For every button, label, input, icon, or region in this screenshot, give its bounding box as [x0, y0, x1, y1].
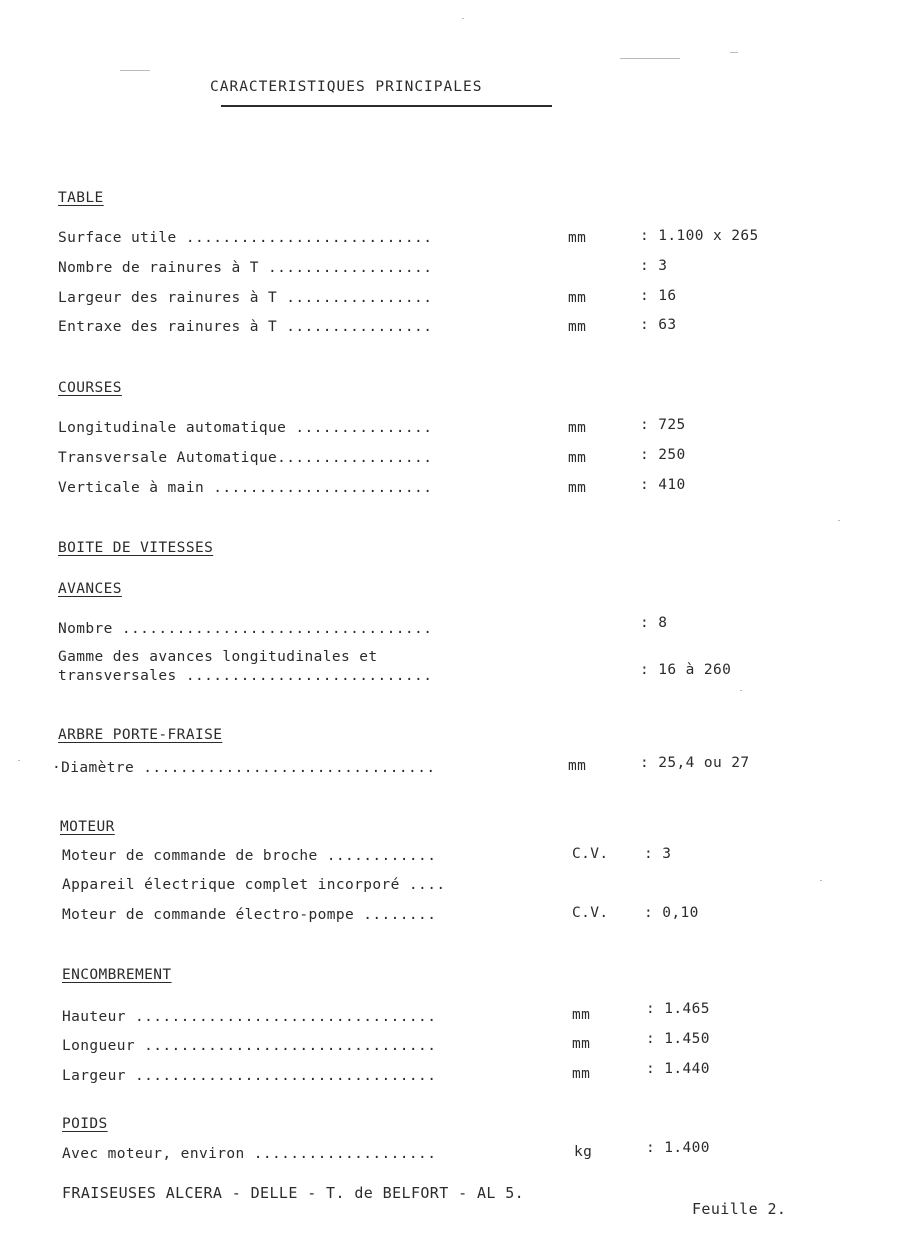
- row-unit: mm: [572, 1007, 591, 1023]
- row-value: : 3: [640, 258, 668, 274]
- row-label: Longueur ................................: [62, 1038, 437, 1054]
- row-label: Nombre ..................................: [58, 621, 433, 637]
- row-label: Surface utile ...........................: [58, 230, 433, 246]
- title-underline: [221, 105, 552, 107]
- row-label: Nombre de rainures à T ..................: [58, 260, 433, 276]
- row-label: Transversale Automatique.................: [58, 450, 433, 466]
- row-value: : 410: [640, 477, 686, 493]
- row-unit: mm: [572, 1066, 591, 1082]
- section-heading-boite: BOITE DE VITESSES: [58, 540, 214, 556]
- row-value: : 16: [640, 288, 677, 304]
- row-label: Longitudinale automatique ...............: [58, 420, 433, 436]
- row-unit: mm: [568, 420, 587, 436]
- row-unit: mm: [568, 480, 587, 496]
- row-value: : 0,10: [644, 905, 699, 921]
- scan-speck: [462, 18, 464, 19]
- row-value: : 725: [640, 417, 686, 433]
- row-unit: C.V.: [572, 846, 609, 862]
- row-unit: mm: [572, 1036, 591, 1052]
- row-label: Moteur de commande électro-pompe ........: [62, 907, 437, 923]
- row-value: : 1.100 x 265: [640, 228, 759, 244]
- row-label: Largeur .................................: [62, 1068, 437, 1084]
- row-value: : 250: [640, 447, 686, 463]
- scan-speck: [740, 690, 742, 691]
- row-value: : 25,4 ou 27: [640, 755, 750, 771]
- row-value: : 3: [644, 846, 672, 862]
- row-unit: mm: [568, 290, 587, 306]
- section-heading-moteur: MOTEUR: [60, 819, 115, 835]
- section-heading-table: TABLE: [58, 190, 104, 206]
- scan-speck: [620, 58, 680, 59]
- section-heading-poids: POIDS: [62, 1116, 108, 1132]
- row-value: : 1.465: [646, 1001, 710, 1017]
- row-value: : 1.450: [646, 1031, 710, 1047]
- row-unit: kg: [574, 1144, 593, 1160]
- row-label: Appareil électrique complet incorporé ....: [62, 877, 446, 893]
- row-label: Largeur des rainures à T ................: [58, 290, 433, 306]
- section-heading-encombrement: ENCOMBREMENT: [62, 967, 172, 983]
- row-value: : 16 à 260: [640, 662, 732, 678]
- row-value: : 1.440: [646, 1061, 710, 1077]
- row-label: ·Diamètre ................................: [52, 760, 436, 776]
- row-label: Avec moteur, environ ....................: [62, 1146, 437, 1162]
- row-unit: C.V.: [572, 905, 609, 921]
- scan-speck: [730, 52, 738, 53]
- page-title: CARACTERISTIQUES PRINCIPALES: [210, 79, 483, 95]
- row-label: Moteur de commande de broche ............: [62, 848, 437, 864]
- row-unit: mm: [568, 230, 587, 246]
- scan-speck: [18, 760, 20, 761]
- footer-sheet-number: Feuille 2.: [692, 1200, 787, 1218]
- row-unit: mm: [568, 758, 587, 774]
- row-label-line2: transversales ...........................: [58, 668, 433, 684]
- scan-speck: [838, 520, 840, 521]
- row-label: Entraxe des rainures à T ................: [58, 319, 433, 335]
- row-value: : 1.400: [646, 1140, 710, 1156]
- section-heading-avances: AVANCES: [58, 581, 122, 597]
- row-label-line1: Gamme des avances longitudinales et: [58, 649, 378, 665]
- row-unit: mm: [568, 319, 587, 335]
- row-value: : 8: [640, 615, 668, 631]
- row-label: Verticale à main ........................: [58, 480, 433, 496]
- scan-speck: [120, 70, 150, 71]
- section-heading-courses: COURSES: [58, 380, 122, 396]
- scan-speck: [820, 880, 822, 881]
- row-unit: mm: [568, 450, 587, 466]
- row-value: : 63: [640, 317, 677, 333]
- section-heading-arbre: ARBRE PORTE-FRAISE: [58, 727, 223, 743]
- footer-company: FRAISEUSES ALCERA - DELLE - T. de BELFORT - AL 5.: [62, 1184, 525, 1202]
- row-label: Hauteur .................................: [62, 1009, 437, 1025]
